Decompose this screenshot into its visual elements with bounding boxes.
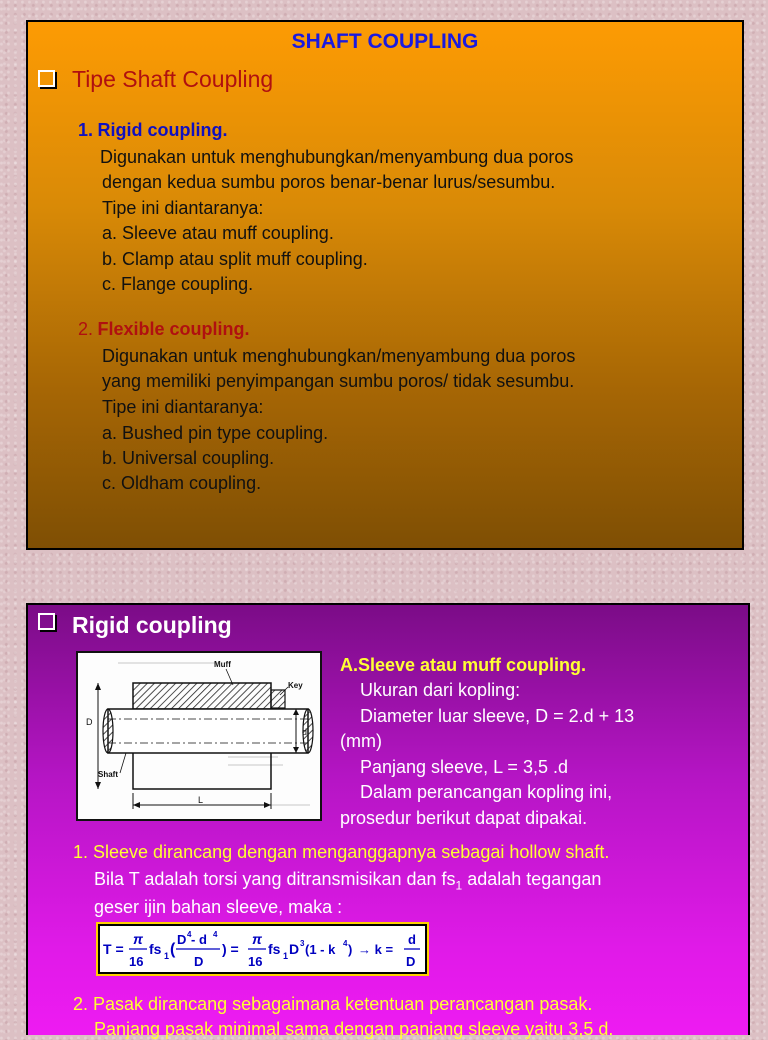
step-1: 1. Sleeve dirancang dengan menganggapnya sebagai hollow shaft. — [73, 842, 610, 862]
svg-text:3: 3 — [300, 939, 305, 948]
rigid-line-2: dengan kedua sumbu poros benar-benar lurus/sesumbu. — [102, 172, 556, 192]
formula-drawing — [100, 926, 425, 972]
muff-coupling-diagram — [76, 651, 322, 821]
rigid-number: 1. — [78, 120, 94, 140]
svg-text:1: 1 — [164, 951, 170, 961]
section-heading: Tipe Shaft Coupling — [72, 66, 274, 92]
sleeve-line-2: Diameter luar sleeve, D = 2.d + 13 — [360, 706, 635, 726]
flexible-line-2: yang memiliki penyimpangan sumbu poros/ tidak sesumbu. — [102, 371, 575, 391]
shaft-label: Shaft — [98, 770, 118, 779]
svg-text:fs: fs — [149, 941, 162, 957]
svg-text:(1 - k: (1 - k — [305, 942, 336, 957]
rigid-heading — [78, 120, 227, 141]
dim-D-label: D — [86, 717, 93, 727]
torque-formula — [98, 924, 427, 974]
muff-label: Muff — [214, 660, 231, 669]
svg-text:π: π — [133, 931, 143, 947]
sleeve-line-4: Panjang sleeve, L = 3,5 .d — [360, 757, 568, 777]
dim-d-label: d — [302, 727, 308, 737]
step-1-text-b: adalah tegangan — [462, 869, 602, 889]
muff-coupling-drawing — [78, 653, 320, 819]
rigid-line-6: c. Flange coupling. — [102, 274, 254, 294]
svg-text:4: 4 — [213, 930, 218, 939]
rigid-line-4: a. Sleeve atau muff coupling. — [102, 223, 334, 243]
key — [271, 690, 285, 708]
svg-text:d: d — [408, 932, 416, 947]
svg-text:): ) — [348, 942, 353, 957]
svg-text:D: D — [289, 941, 300, 957]
step-1-sub: 1 — [455, 878, 463, 893]
flexible-line-4: a. Bushed pin type coupling. — [102, 423, 329, 443]
svg-text:D: D — [406, 954, 416, 969]
svg-text:π: π — [252, 931, 262, 947]
rigid-label: Rigid coupling. — [97, 120, 228, 140]
svg-text:T =: T = — [103, 941, 124, 957]
svg-text:16: 16 — [129, 954, 144, 969]
slide-rigid-coupling — [26, 603, 750, 1039]
sleeve-line-3: (mm) — [340, 731, 382, 751]
svg-text:) =: ) = — [222, 941, 239, 957]
svg-text:(: ( — [170, 941, 176, 958]
sleeve-line-5: Dalam perancangan kopling ini, — [360, 782, 613, 802]
flexible-line-3: Tipe ini diantaranya: — [102, 397, 264, 417]
rigid-line-5: b. Clamp atau split muff coupling. — [102, 249, 368, 269]
flexible-line-1: Digunakan untuk menghubungkan/menyambung dua poros — [102, 346, 576, 366]
flexible-line-5: b. Universal coupling. — [102, 448, 275, 468]
checkbox-bullet-icon — [38, 613, 55, 630]
flexible-number: 2. — [78, 319, 94, 339]
svg-text:16: 16 — [248, 954, 263, 969]
rigid-line-3: Tipe ini diantaranya: — [102, 198, 264, 218]
step-2: 2. Pasak dirancang sebagaimana ketentuan perancangan pasak. — [73, 994, 593, 1014]
checkbox-bullet-icon — [38, 70, 55, 87]
svg-text:- d: - d — [191, 932, 207, 947]
svg-text:→ k =: → k = — [358, 942, 394, 957]
sleeve-line-1: Ukuran dari kopling: — [360, 680, 521, 700]
muff-body — [133, 683, 271, 709]
dim-L-label: L — [198, 795, 204, 805]
svg-text:fs: fs — [268, 941, 281, 957]
svg-text:D: D — [194, 954, 204, 969]
svg-text:1: 1 — [283, 951, 289, 961]
step-1-line-2: geser ijin bahan sleeve, maka : — [94, 897, 343, 917]
sleeve-line-6: prosedur berikut dapat dipakai. — [340, 808, 588, 828]
shaft — [108, 709, 308, 753]
flexible-label: Flexible coupling. — [97, 319, 250, 339]
sleeve-title: A.Sleeve atau muff coupling. — [340, 655, 587, 675]
section-heading: Rigid coupling — [72, 612, 232, 638]
step-1-text-a: Bila T adalah torsi yang ditransmisikan dan fs — [94, 869, 456, 889]
step-2-cut-line: Panjang pasak minimal sama dengan panjang sleeve yaitu 3,5 d. — [94, 1019, 614, 1039]
slide-title: SHAFT COUPLING — [291, 30, 479, 53]
key-label: Key — [288, 681, 303, 690]
svg-text:4: 4 — [187, 930, 192, 939]
rigid-line-1: Digunakan untuk menghubungkan/menyambung dua poros — [100, 147, 574, 167]
svg-text:4: 4 — [343, 939, 348, 948]
slide-shaft-coupling — [26, 20, 744, 550]
svg-text:D: D — [177, 932, 187, 947]
flexible-heading — [78, 319, 249, 340]
flexible-line-6: c. Oldham coupling. — [102, 473, 262, 493]
